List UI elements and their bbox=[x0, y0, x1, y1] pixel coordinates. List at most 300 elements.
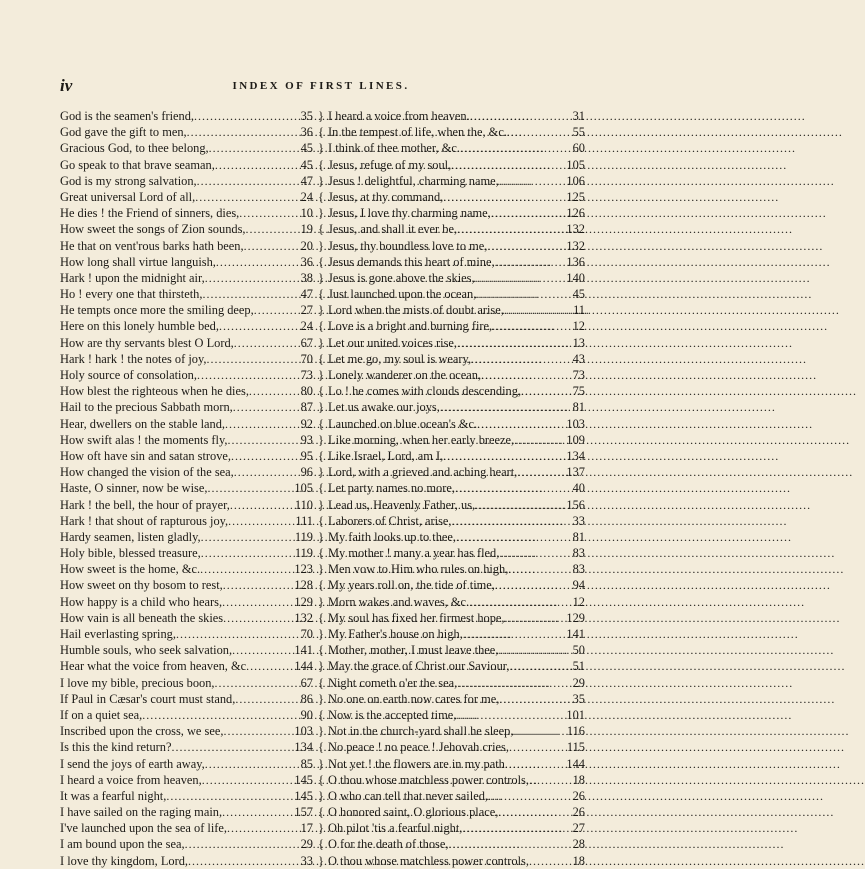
dot-leader bbox=[227, 820, 300, 836]
index-entry bbox=[328, 756, 585, 772]
dot-leader bbox=[246, 221, 300, 237]
index-entry bbox=[328, 723, 585, 739]
page-reference: 111 bbox=[295, 513, 313, 528]
first-line-text: Hail everlasting spring, bbox=[60, 627, 176, 641]
column-brace-divider bbox=[316, 108, 326, 868]
page-reference: 81 bbox=[572, 529, 585, 544]
page-reference: 45 bbox=[300, 157, 313, 172]
page-reference: 33 bbox=[300, 853, 313, 868]
dot-leader bbox=[166, 788, 293, 804]
index-entry bbox=[328, 853, 585, 869]
dot-leader bbox=[513, 723, 565, 739]
brace-glyph: { bbox=[317, 286, 325, 302]
index-entry bbox=[328, 497, 585, 513]
index-entry bbox=[60, 157, 313, 173]
index-entry bbox=[60, 318, 313, 334]
index-entry bbox=[328, 286, 585, 302]
index-entry bbox=[328, 820, 585, 836]
brace-glyph: } bbox=[317, 658, 325, 674]
first-line-text: Not in the church-yard shall he sleep, bbox=[328, 724, 514, 739]
dot-leader bbox=[188, 853, 300, 869]
brace-glyph: { bbox=[317, 836, 325, 852]
brace-glyph: { bbox=[317, 739, 325, 755]
index-entry bbox=[60, 545, 313, 561]
dot-leader bbox=[460, 140, 572, 156]
page-reference: 129 bbox=[566, 610, 585, 625]
dot-leader bbox=[509, 739, 566, 755]
brace-glyph: { bbox=[317, 318, 325, 334]
first-line-text: Go speak to that brave seaman, bbox=[60, 157, 215, 172]
index-entry bbox=[60, 675, 313, 691]
dot-leader bbox=[452, 513, 572, 529]
brace-glyph: } bbox=[317, 140, 325, 156]
first-line-text: No peace ! no peace ! Jehovah cries, bbox=[328, 740, 509, 755]
dot-leader bbox=[233, 399, 300, 415]
index-entry bbox=[60, 205, 313, 221]
dot-leader bbox=[504, 302, 572, 318]
first-line-text: How are thy servants blest O Lord, bbox=[60, 335, 234, 350]
brace-glyph: } bbox=[317, 723, 325, 739]
index-entry bbox=[328, 124, 585, 140]
page-reference: 18 bbox=[572, 772, 585, 787]
page-reference: 36 bbox=[300, 125, 313, 140]
first-line-text: Jesus, and shall it ever be, bbox=[328, 222, 458, 237]
index-entry bbox=[328, 270, 585, 286]
first-line-text: Night cometh o'er the sea, bbox=[328, 675, 458, 690]
first-line-text: How sweet on thy bosom to rest, bbox=[60, 578, 223, 593]
dot-leader bbox=[514, 432, 565, 448]
right-index-column bbox=[328, 108, 585, 868]
page-reference: 24 bbox=[300, 189, 313, 204]
first-line-text: Jesus, at thy command, bbox=[328, 189, 444, 204]
first-line-text: Laborers of Christ, arise, bbox=[328, 513, 452, 528]
first-line-text: O honored saint, O glorious place, bbox=[328, 805, 499, 820]
index-entry bbox=[328, 367, 585, 383]
index-entry bbox=[60, 642, 313, 658]
page-reference: 136 bbox=[566, 254, 585, 269]
index-entry bbox=[60, 772, 313, 788]
page-reference: 10 bbox=[300, 206, 313, 221]
dot-leader bbox=[529, 772, 572, 788]
dot-leader bbox=[222, 804, 293, 820]
first-line-text: O thou whose matchless power controls, bbox=[328, 772, 529, 787]
page-reference: 157 bbox=[294, 805, 313, 820]
page-reference: 94 bbox=[572, 578, 585, 593]
first-line-text: O thou whose matchless power controls, bbox=[328, 853, 529, 868]
dot-leader bbox=[185, 836, 300, 852]
first-line-text: Jesus demands this heart of mine, bbox=[328, 254, 495, 269]
first-line-text: Men vow to Him who rules on high, bbox=[328, 562, 509, 577]
index-entry bbox=[328, 804, 585, 820]
first-line-text: God gave the gift to men, bbox=[60, 125, 187, 140]
index-entry bbox=[60, 140, 313, 156]
dot-leader bbox=[470, 108, 572, 124]
first-line-text: I love thy kingdom, Lord, bbox=[60, 853, 189, 868]
first-line-text: Like Israel, Lord, am I, bbox=[328, 448, 444, 463]
brace-glyph: } bbox=[317, 755, 325, 771]
brace-glyph: } bbox=[317, 690, 325, 706]
dot-leader bbox=[462, 820, 571, 836]
dot-leader bbox=[463, 626, 566, 642]
index-entry bbox=[328, 173, 585, 189]
page-reference: 140 bbox=[566, 270, 585, 285]
page-reference: 67 bbox=[300, 675, 313, 690]
index-entry bbox=[60, 480, 313, 496]
first-line-text: Ho ! every one that thirsteth, bbox=[60, 287, 203, 302]
first-line-text: O who can tell that never sailed, bbox=[328, 788, 488, 803]
page-reference: 115 bbox=[566, 740, 585, 755]
first-line-text: I heard a voice from heaven. bbox=[328, 109, 470, 123]
first-line-text: Is this the kind return? bbox=[60, 740, 172, 755]
page-reference: 12 bbox=[572, 594, 585, 609]
first-line-text: Hark ! that shout of rapturous joy, bbox=[60, 513, 229, 528]
index-entry bbox=[60, 302, 313, 318]
dot-leader bbox=[246, 658, 293, 674]
dot-leader bbox=[187, 124, 300, 140]
first-line-text: In the tempest of life, when the, &c. bbox=[328, 125, 507, 140]
index-entry bbox=[328, 335, 585, 351]
page-reference: 141 bbox=[294, 643, 313, 658]
dot-leader bbox=[505, 610, 566, 626]
first-line-text: O for the death of those, bbox=[328, 837, 449, 852]
page-reference: 96 bbox=[300, 465, 313, 480]
first-line-text: My soul has fixed her firmest hope, bbox=[328, 610, 505, 625]
first-line-text: No one on earth now cares for me, bbox=[328, 691, 500, 706]
page-reference: 105 bbox=[566, 157, 585, 172]
page-reference: 141 bbox=[566, 627, 585, 641]
first-line-text: God is my strong salvation, bbox=[60, 173, 197, 188]
index-entry bbox=[328, 626, 585, 642]
page-reference: 45 bbox=[572, 287, 585, 302]
brace-glyph: { bbox=[317, 545, 325, 561]
dot-leader bbox=[488, 788, 572, 804]
index-entry bbox=[328, 529, 585, 545]
index-entry bbox=[328, 836, 585, 852]
page-reference: 35 bbox=[572, 691, 585, 706]
first-line-text: If Paul in Cæsar's court must stand, bbox=[60, 691, 236, 706]
first-line-text: Mother, mother, I must leave thee, bbox=[328, 643, 499, 658]
dot-leader bbox=[230, 497, 294, 513]
dot-leader bbox=[492, 318, 571, 334]
first-line-text: How sweet is the home, &c. bbox=[60, 562, 201, 577]
brace-glyph: { bbox=[317, 447, 325, 463]
page-reference: 90 bbox=[300, 707, 313, 722]
brace-glyph: { bbox=[317, 188, 325, 204]
brace-glyph: } bbox=[317, 302, 325, 318]
first-line-text: Jesus, refuge of my soul, bbox=[328, 157, 452, 172]
dot-leader bbox=[499, 545, 571, 561]
first-line-text: God is the seamen's friend, bbox=[60, 109, 195, 123]
dot-leader bbox=[517, 464, 565, 480]
index-entry bbox=[328, 351, 585, 367]
first-line-text: How sweet the songs of Zion sounds, bbox=[60, 222, 246, 237]
dot-leader bbox=[205, 756, 300, 772]
page-reference: 70 bbox=[300, 627, 313, 641]
index-entry bbox=[60, 594, 313, 610]
page-reference: 132 bbox=[566, 222, 585, 237]
page-reference: 116 bbox=[566, 724, 585, 739]
page-reference: 87 bbox=[300, 400, 313, 415]
page-reference: 103 bbox=[566, 416, 585, 431]
index-entry bbox=[60, 335, 313, 351]
first-line-text: How changed the vision of the sea, bbox=[60, 465, 234, 480]
page-reference: 35 bbox=[300, 109, 313, 123]
first-line-text: I love my bible, precious boon, bbox=[60, 675, 215, 690]
index-entry bbox=[60, 804, 313, 820]
page-reference: 38 bbox=[300, 270, 313, 285]
page-reference: 50 bbox=[572, 643, 585, 658]
index-entry bbox=[328, 788, 585, 804]
index-entry bbox=[328, 513, 585, 529]
index-entry bbox=[60, 853, 313, 869]
page-header bbox=[60, 76, 582, 98]
first-line-text: Great universal Lord of all, bbox=[60, 189, 196, 204]
dot-leader bbox=[223, 577, 294, 593]
dot-leader bbox=[487, 238, 565, 254]
brace-glyph: { bbox=[317, 577, 325, 593]
brace-glyph: { bbox=[317, 253, 325, 269]
brace-glyph: } bbox=[317, 269, 325, 285]
brace-glyph: { bbox=[317, 642, 325, 658]
page-reference: 51 bbox=[572, 659, 585, 674]
page-reference: 156 bbox=[566, 497, 585, 512]
brace-glyph: } bbox=[317, 852, 325, 868]
dot-leader bbox=[216, 254, 300, 270]
first-line-text: My faith looks up to thee, bbox=[328, 529, 457, 544]
dot-leader bbox=[231, 448, 300, 464]
first-line-text: I have sailed on the raging main, bbox=[60, 805, 223, 820]
dot-leader bbox=[249, 383, 300, 399]
first-line-text: Hark ! upon the midnight air, bbox=[60, 270, 205, 285]
index-entry bbox=[60, 836, 313, 852]
page-reference: 47 bbox=[300, 287, 313, 302]
page-reference: 132 bbox=[294, 610, 313, 625]
page-reference: 119 bbox=[294, 546, 313, 561]
page-reference: 83 bbox=[572, 546, 585, 561]
dot-leader bbox=[234, 464, 300, 480]
dot-leader bbox=[455, 480, 572, 496]
page-reference: 129 bbox=[294, 594, 313, 609]
page-reference: 67 bbox=[300, 335, 313, 350]
dot-leader bbox=[443, 448, 565, 464]
left-index-column bbox=[60, 108, 313, 868]
page-reference: 123 bbox=[294, 562, 313, 577]
dot-leader bbox=[475, 270, 566, 286]
dot-leader bbox=[197, 367, 300, 383]
index-entry bbox=[60, 739, 313, 755]
page-reference: 70 bbox=[300, 351, 313, 366]
brace-glyph: } bbox=[317, 561, 325, 577]
page-reference: 20 bbox=[300, 238, 313, 253]
first-line-text: Hail to the precious Sabbath morn, bbox=[60, 400, 233, 415]
first-line-text: Let our united voices rise, bbox=[328, 335, 458, 350]
brace-glyph: { bbox=[317, 706, 325, 722]
index-entry bbox=[328, 707, 585, 723]
index-entry bbox=[60, 173, 313, 189]
page-reference: 92 bbox=[300, 416, 313, 431]
index-entry bbox=[328, 432, 585, 448]
brace-glyph: } bbox=[317, 528, 325, 544]
page-reference: 28 bbox=[572, 837, 585, 852]
index-entry bbox=[328, 642, 585, 658]
dot-leader bbox=[469, 594, 572, 610]
dot-leader bbox=[207, 480, 293, 496]
page-reference: 43 bbox=[572, 351, 585, 366]
page-reference: 110 bbox=[294, 497, 313, 512]
first-line-text: Love is a bright and burning fire, bbox=[328, 319, 493, 334]
dot-leader bbox=[498, 804, 571, 820]
dot-leader bbox=[209, 140, 300, 156]
dot-leader bbox=[457, 221, 565, 237]
index-entry bbox=[328, 238, 585, 254]
page-reference: 24 bbox=[300, 319, 313, 334]
page-reference: 40 bbox=[572, 481, 585, 496]
page-reference: 11 bbox=[573, 303, 585, 318]
index-entry bbox=[60, 788, 313, 804]
page-reference: 29 bbox=[300, 837, 313, 852]
dot-leader bbox=[510, 658, 572, 674]
dot-leader bbox=[457, 675, 571, 691]
page-number: iv bbox=[60, 76, 73, 95]
first-line-text: Hear what the voice from heaven, &c bbox=[60, 659, 247, 674]
page-reference: 29 bbox=[572, 675, 585, 690]
brace-glyph: { bbox=[317, 221, 325, 237]
dot-leader bbox=[491, 205, 566, 221]
brace-glyph: } bbox=[317, 496, 325, 512]
index-entry bbox=[60, 254, 313, 270]
page-reference: 106 bbox=[566, 173, 585, 188]
brace-glyph: } bbox=[317, 334, 325, 350]
dot-leader bbox=[477, 416, 565, 432]
first-line-text: Launched on blue ocean's &c. bbox=[328, 416, 478, 431]
first-line-text: It was a fearful night, bbox=[60, 788, 167, 803]
dot-leader bbox=[254, 302, 300, 318]
page-reference: 119 bbox=[294, 529, 313, 544]
dot-leader bbox=[443, 189, 565, 205]
index-entry bbox=[60, 820, 313, 836]
index-entry bbox=[328, 205, 585, 221]
page-reference: 101 bbox=[566, 707, 585, 722]
page-reference: 145 bbox=[294, 772, 313, 787]
first-line-text: Jesus ! delightful, charming name, bbox=[328, 173, 499, 188]
index-entry bbox=[60, 383, 313, 399]
first-line-text: My years roll on, the tide of time, bbox=[328, 578, 495, 593]
page-reference: 134 bbox=[566, 448, 585, 463]
dot-leader bbox=[205, 270, 300, 286]
index-entry bbox=[60, 561, 313, 577]
index-entry bbox=[60, 464, 313, 480]
index-entry bbox=[60, 707, 313, 723]
dot-leader bbox=[202, 286, 299, 302]
brace-glyph: } bbox=[317, 367, 325, 382]
index-entry bbox=[328, 302, 585, 318]
dot-leader bbox=[481, 367, 572, 383]
page-reference: 27 bbox=[300, 303, 313, 318]
dot-leader bbox=[495, 254, 566, 270]
brace-glyph: { bbox=[317, 415, 325, 431]
dot-leader bbox=[232, 642, 293, 658]
first-line-text: He tempts once more the smiling deep, bbox=[60, 303, 254, 318]
brace-glyph: { bbox=[317, 674, 325, 690]
brace-glyph: { bbox=[317, 480, 325, 496]
dot-leader bbox=[201, 529, 294, 545]
dot-leader bbox=[451, 157, 565, 173]
page-reference: 93 bbox=[300, 432, 313, 447]
dot-leader bbox=[495, 577, 572, 593]
dot-leader bbox=[219, 318, 300, 334]
dot-leader bbox=[456, 707, 565, 723]
index-entry bbox=[60, 221, 313, 237]
dot-leader bbox=[440, 399, 572, 415]
page-reference: 13 bbox=[572, 335, 585, 350]
index-entry bbox=[328, 448, 585, 464]
index-entry bbox=[328, 594, 585, 610]
first-line-text: I send the joys of earth away, bbox=[60, 756, 205, 771]
dot-leader bbox=[521, 383, 572, 399]
dot-leader bbox=[456, 529, 572, 545]
index-entry bbox=[60, 497, 313, 513]
dot-leader bbox=[448, 836, 571, 852]
first-line-text: I think of thee mother, &c. bbox=[328, 141, 460, 156]
dot-leader bbox=[200, 561, 293, 577]
dot-leader bbox=[194, 108, 300, 124]
first-line-text: My mother ! many a year has fled, bbox=[328, 546, 500, 561]
first-line-text: If on a quiet sea, bbox=[60, 707, 143, 722]
brace-glyph: } bbox=[317, 172, 325, 188]
dot-leader bbox=[215, 675, 300, 691]
first-line-text: Lord, with a grieved and aching heart, bbox=[328, 465, 518, 480]
dot-leader bbox=[475, 497, 565, 513]
first-line-text: Jesus is gone above the skies, bbox=[328, 270, 475, 285]
dot-leader bbox=[215, 157, 300, 173]
dot-leader bbox=[195, 189, 299, 205]
dot-leader bbox=[176, 626, 300, 642]
first-line-text: Like morning, when her early breeze, bbox=[328, 432, 515, 447]
index-entry bbox=[60, 513, 313, 529]
dot-leader bbox=[244, 238, 300, 254]
page-reference: 26 bbox=[572, 788, 585, 803]
page-reference: 144 bbox=[566, 756, 585, 771]
dot-leader bbox=[507, 124, 572, 140]
dot-leader bbox=[172, 739, 294, 755]
first-line-text: Haste, O sinner, now be wise, bbox=[60, 481, 208, 496]
dot-leader bbox=[227, 432, 299, 448]
first-line-text: Not yet ! the flowers are in my path bbox=[328, 756, 505, 771]
first-line-text: Let me go, my soul is weary, bbox=[328, 351, 472, 366]
page-reference: 134 bbox=[294, 740, 313, 755]
brace-glyph: { bbox=[317, 350, 325, 366]
first-line-text: Let party names no more, bbox=[328, 481, 455, 496]
brace-glyph: } bbox=[317, 108, 325, 123]
index-entry bbox=[60, 286, 313, 302]
index-entry bbox=[60, 189, 313, 205]
first-line-text: Let us awake our joys, bbox=[328, 400, 440, 415]
first-line-text: How oft have sin and satan strove, bbox=[60, 448, 232, 463]
index-entry bbox=[328, 399, 585, 415]
dot-leader bbox=[239, 205, 299, 221]
page-reference: 73 bbox=[572, 368, 585, 382]
first-line-text: Lo ! he comes with clouds descending, bbox=[328, 384, 522, 399]
page-reference: 75 bbox=[572, 384, 585, 399]
index-entry bbox=[328, 254, 585, 270]
first-line-text: He dies ! the Friend of sinners, dies, bbox=[60, 206, 240, 221]
index-entry bbox=[60, 723, 313, 739]
index-entry bbox=[328, 658, 585, 674]
brace-glyph: { bbox=[317, 124, 325, 140]
dot-leader bbox=[457, 335, 572, 351]
first-line-text: Now is the accepted time, bbox=[328, 707, 457, 722]
dot-leader bbox=[505, 756, 566, 772]
